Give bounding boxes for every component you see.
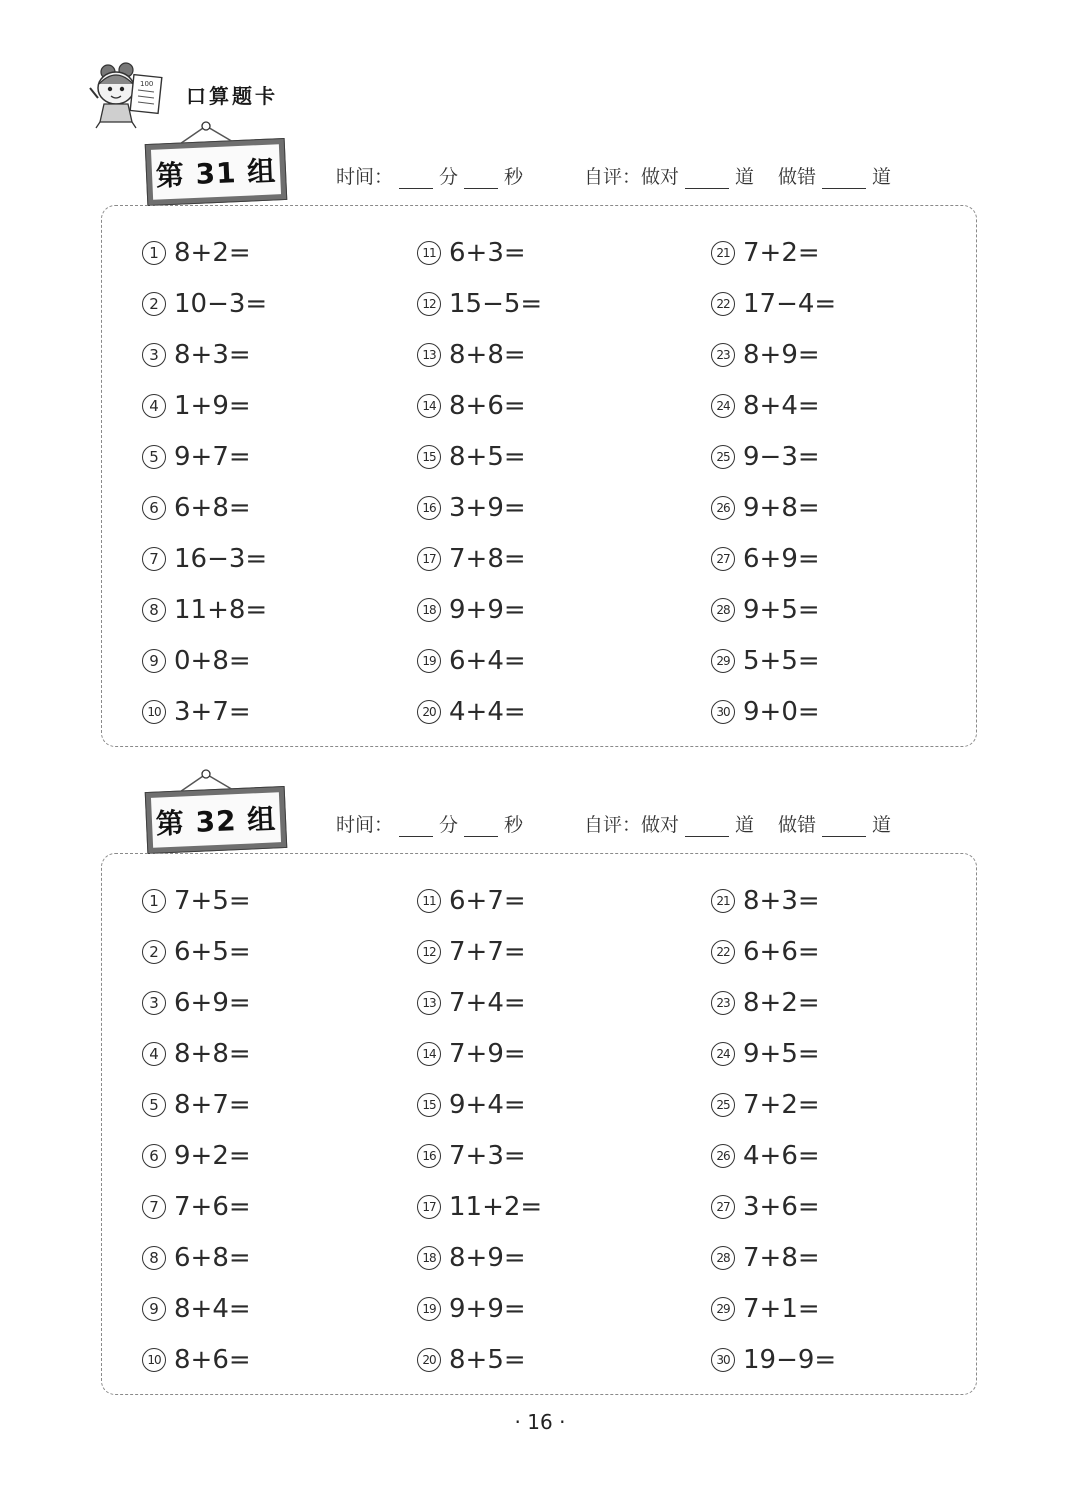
problem-item	[711, 643, 820, 679]
problem-number: 6	[142, 496, 166, 520]
problem-item	[711, 1036, 820, 1072]
problem-number: 8	[142, 598, 166, 622]
problem-number: 4	[142, 394, 166, 418]
problem-item	[142, 541, 267, 577]
correct-count-blank[interactable]	[685, 818, 729, 837]
problem-expression: 8+4=	[174, 1294, 251, 1324]
problem-number: 17	[417, 1195, 441, 1219]
problem-number: 7	[142, 1195, 166, 1219]
problem-expression: 7+2=	[743, 1090, 820, 1120]
problem-expression: 0+8=	[174, 646, 251, 676]
problem-item	[142, 592, 267, 628]
problem-item	[142, 1036, 251, 1072]
problem-expression: 8+9=	[743, 340, 820, 370]
exercise-group-32	[0, 766, 1080, 1375]
problem-number: 5	[142, 1093, 166, 1117]
group-title-sign	[145, 786, 288, 854]
problem-expression: 6+8=	[174, 1243, 251, 1273]
problem-expression: 8+2=	[174, 238, 251, 268]
problem-expression: 8+6=	[174, 1345, 251, 1375]
problem-expression: 9+7=	[174, 442, 251, 472]
problem-item	[417, 235, 526, 271]
problem-item	[142, 235, 251, 271]
problem-expression: 16−3=	[174, 544, 268, 574]
problem-number: 25	[711, 1093, 735, 1117]
self-eval-field: 自评：做对 道 做错 道	[584, 814, 892, 836]
problem-item	[417, 1291, 526, 1327]
problem-number: 26	[711, 1144, 735, 1168]
problem-expression: 7+6=	[174, 1192, 251, 1222]
problem-expression: 8+5=	[449, 442, 526, 472]
problem-number: 19	[417, 1297, 441, 1321]
problem-number: 5	[142, 445, 166, 469]
problem-item	[711, 235, 820, 271]
problem-expression: 8+6=	[449, 391, 526, 421]
problem-number: 8	[142, 1246, 166, 1270]
problem-number: 17	[417, 547, 441, 571]
problem-item	[142, 934, 251, 970]
problem-expression: 1+9=	[174, 391, 251, 421]
self-eval-field: 自评：做对 道 做错 道	[584, 166, 892, 188]
problem-item	[711, 1291, 820, 1327]
problem-number: 24	[711, 1042, 735, 1066]
problem-expression: 9+9=	[449, 1294, 526, 1324]
problem-number: 13	[417, 991, 441, 1015]
problem-item	[142, 439, 251, 475]
problem-number: 7	[142, 547, 166, 571]
problem-item	[142, 643, 251, 679]
problem-item	[417, 541, 526, 577]
problem-item	[142, 883, 251, 919]
problem-expression: 9+0=	[743, 697, 820, 727]
problem-item	[417, 490, 526, 526]
problem-expression: 3+6=	[743, 1192, 820, 1222]
wrong-count-blank[interactable]	[822, 170, 866, 189]
problem-item	[711, 592, 820, 628]
group-title: 第 31 组	[155, 154, 277, 193]
problem-item	[417, 694, 526, 730]
problem-expression: 9+9=	[449, 595, 526, 625]
problem-item	[711, 286, 836, 322]
problem-number: 4	[142, 1042, 166, 1066]
problem-number: 6	[142, 1144, 166, 1168]
problem-number: 14	[417, 1042, 441, 1066]
problem-expression: 7+8=	[743, 1243, 820, 1273]
problem-number: 11	[417, 241, 441, 265]
time-minute-blank[interactable]	[399, 818, 433, 837]
problem-item	[711, 490, 820, 526]
wrong-count-blank[interactable]	[822, 818, 866, 837]
problem-item	[711, 388, 820, 424]
problem-expression: 10−3=	[174, 289, 268, 319]
problem-number: 26	[711, 496, 735, 520]
group-title: 第 32 组	[155, 802, 277, 841]
problem-number: 27	[711, 547, 735, 571]
problem-item	[711, 439, 820, 475]
correct-count-blank[interactable]	[685, 170, 729, 189]
problem-item	[142, 1291, 251, 1327]
problem-number: 15	[417, 445, 441, 469]
problem-number: 21	[711, 241, 735, 265]
problem-number: 12	[417, 292, 441, 316]
problem-number: 18	[417, 598, 441, 622]
problem-item	[417, 883, 526, 919]
problem-number: 22	[711, 292, 735, 316]
problem-item	[142, 388, 251, 424]
problem-number: 12	[417, 940, 441, 964]
problem-item	[417, 1138, 526, 1174]
problem-expression: 9+2=	[174, 1141, 251, 1171]
problem-number: 16	[417, 496, 441, 520]
problem-item	[711, 541, 820, 577]
problem-item	[711, 883, 820, 919]
problem-expression: 11+2=	[449, 1192, 543, 1222]
problem-expression: 7+9=	[449, 1039, 526, 1069]
problem-number: 30	[711, 700, 735, 724]
problem-number: 9	[142, 649, 166, 673]
problem-expression: 8+4=	[743, 391, 820, 421]
time-minute-blank[interactable]	[399, 170, 433, 189]
problem-item	[417, 985, 526, 1021]
problem-item	[142, 1189, 251, 1225]
problem-expression: 8+8=	[174, 1039, 251, 1069]
problem-item	[417, 1240, 526, 1276]
time-second-blank[interactable]	[464, 170, 498, 189]
problem-item	[417, 1036, 526, 1072]
problem-number: 11	[417, 889, 441, 913]
problem-item	[711, 985, 820, 1021]
problem-item	[417, 388, 526, 424]
problem-item	[142, 1240, 251, 1276]
problem-number: 22	[711, 940, 735, 964]
problem-expression: 8+3=	[743, 886, 820, 916]
problem-number: 20	[417, 1348, 441, 1372]
problem-number: 30	[711, 1348, 735, 1372]
page-title: 口算题卡	[186, 84, 278, 108]
problem-number: 25	[711, 445, 735, 469]
problem-number: 14	[417, 394, 441, 418]
problem-item	[142, 1342, 251, 1378]
problem-expression: 6+6=	[743, 937, 820, 967]
problem-item	[417, 286, 542, 322]
problem-expression: 15−5=	[449, 289, 543, 319]
problem-expression: 19−9=	[743, 1345, 837, 1375]
problem-item	[711, 934, 820, 970]
problem-item	[417, 934, 526, 970]
problem-expression: 8+9=	[449, 1243, 526, 1273]
problem-number: 27	[711, 1195, 735, 1219]
problem-expression: 7+5=	[174, 886, 251, 916]
problem-expression: 6+8=	[174, 493, 251, 523]
problem-expression: 6+9=	[743, 544, 820, 574]
problem-item	[142, 337, 251, 373]
problem-item	[142, 985, 251, 1021]
problem-expression: 7+4=	[449, 988, 526, 1018]
problem-expression: 9+5=	[743, 1039, 820, 1069]
problem-number: 23	[711, 991, 735, 1015]
problem-item	[711, 1138, 820, 1174]
problem-expression: 7+2=	[743, 238, 820, 268]
problem-number: 20	[417, 700, 441, 724]
problem-expression: 9+4=	[449, 1090, 526, 1120]
problem-item	[417, 1087, 526, 1123]
problem-item	[142, 1138, 251, 1174]
problem-item	[142, 490, 251, 526]
problem-expression: 7+7=	[449, 937, 526, 967]
problem-expression: 8+8=	[449, 340, 526, 370]
time-field: 时间： 分 秒	[336, 166, 524, 188]
problem-expression: 4+4=	[449, 697, 526, 727]
problem-number: 21	[711, 889, 735, 913]
problem-expression: 7+1=	[743, 1294, 820, 1324]
page-number: · 16 ·	[514, 1410, 566, 1434]
problem-item	[711, 1087, 820, 1123]
problem-number: 28	[711, 598, 735, 622]
problem-number: 29	[711, 1297, 735, 1321]
problem-expression: 4+6=	[743, 1141, 820, 1171]
problem-number: 2	[142, 940, 166, 964]
problem-number: 19	[417, 649, 441, 673]
problem-expression: 7+3=	[449, 1141, 526, 1171]
problem-item	[417, 1189, 542, 1225]
problem-number: 23	[711, 343, 735, 367]
svg-text:100: 100	[140, 80, 154, 88]
problem-expression: 7+8=	[449, 544, 526, 574]
problem-number: 13	[417, 343, 441, 367]
problem-expression: 6+7=	[449, 886, 526, 916]
exercise-group-31	[0, 118, 1080, 727]
problem-item	[711, 1342, 836, 1378]
problem-expression: 9+5=	[743, 595, 820, 625]
problem-expression: 6+9=	[174, 988, 251, 1018]
problem-item	[417, 439, 526, 475]
problem-item	[417, 643, 526, 679]
problem-item	[142, 286, 267, 322]
group-title-sign	[145, 138, 288, 206]
problem-item	[711, 694, 820, 730]
problem-number: 15	[417, 1093, 441, 1117]
problem-item	[417, 592, 526, 628]
problem-number: 1	[142, 241, 166, 265]
problem-expression: 6+3=	[449, 238, 526, 268]
problem-expression: 17−4=	[743, 289, 837, 319]
problem-number: 1	[142, 889, 166, 913]
problem-item	[711, 337, 820, 373]
problem-number: 2	[142, 292, 166, 316]
problem-expression: 5+5=	[743, 646, 820, 676]
problem-expression: 9−3=	[743, 442, 820, 472]
problem-item	[417, 337, 526, 373]
problem-number: 28	[711, 1246, 735, 1270]
problem-expression: 9+8=	[743, 493, 820, 523]
problem-item	[711, 1189, 820, 1225]
problem-item	[142, 694, 251, 730]
problem-expression: 3+9=	[449, 493, 526, 523]
problem-number: 3	[142, 991, 166, 1015]
problem-expression: 6+5=	[174, 937, 251, 967]
problem-expression: 8+2=	[743, 988, 820, 1018]
problem-item	[142, 1087, 251, 1123]
time-field: 时间： 分 秒	[336, 814, 524, 836]
problem-number: 24	[711, 394, 735, 418]
problem-expression: 8+3=	[174, 340, 251, 370]
problem-expression: 8+7=	[174, 1090, 251, 1120]
problem-item	[417, 1342, 526, 1378]
problem-expression: 6+4=	[449, 646, 526, 676]
problem-number: 29	[711, 649, 735, 673]
problem-expression: 3+7=	[174, 697, 251, 727]
problem-item	[711, 1240, 820, 1276]
problem-number: 3	[142, 343, 166, 367]
problem-expression: 8+5=	[449, 1345, 526, 1375]
problem-number: 16	[417, 1144, 441, 1168]
problem-number: 18	[417, 1246, 441, 1270]
problem-number: 10	[142, 700, 166, 724]
problem-number: 10	[142, 1348, 166, 1372]
problem-expression: 11+8=	[174, 595, 268, 625]
time-second-blank[interactable]	[464, 818, 498, 837]
problem-number: 9	[142, 1297, 166, 1321]
